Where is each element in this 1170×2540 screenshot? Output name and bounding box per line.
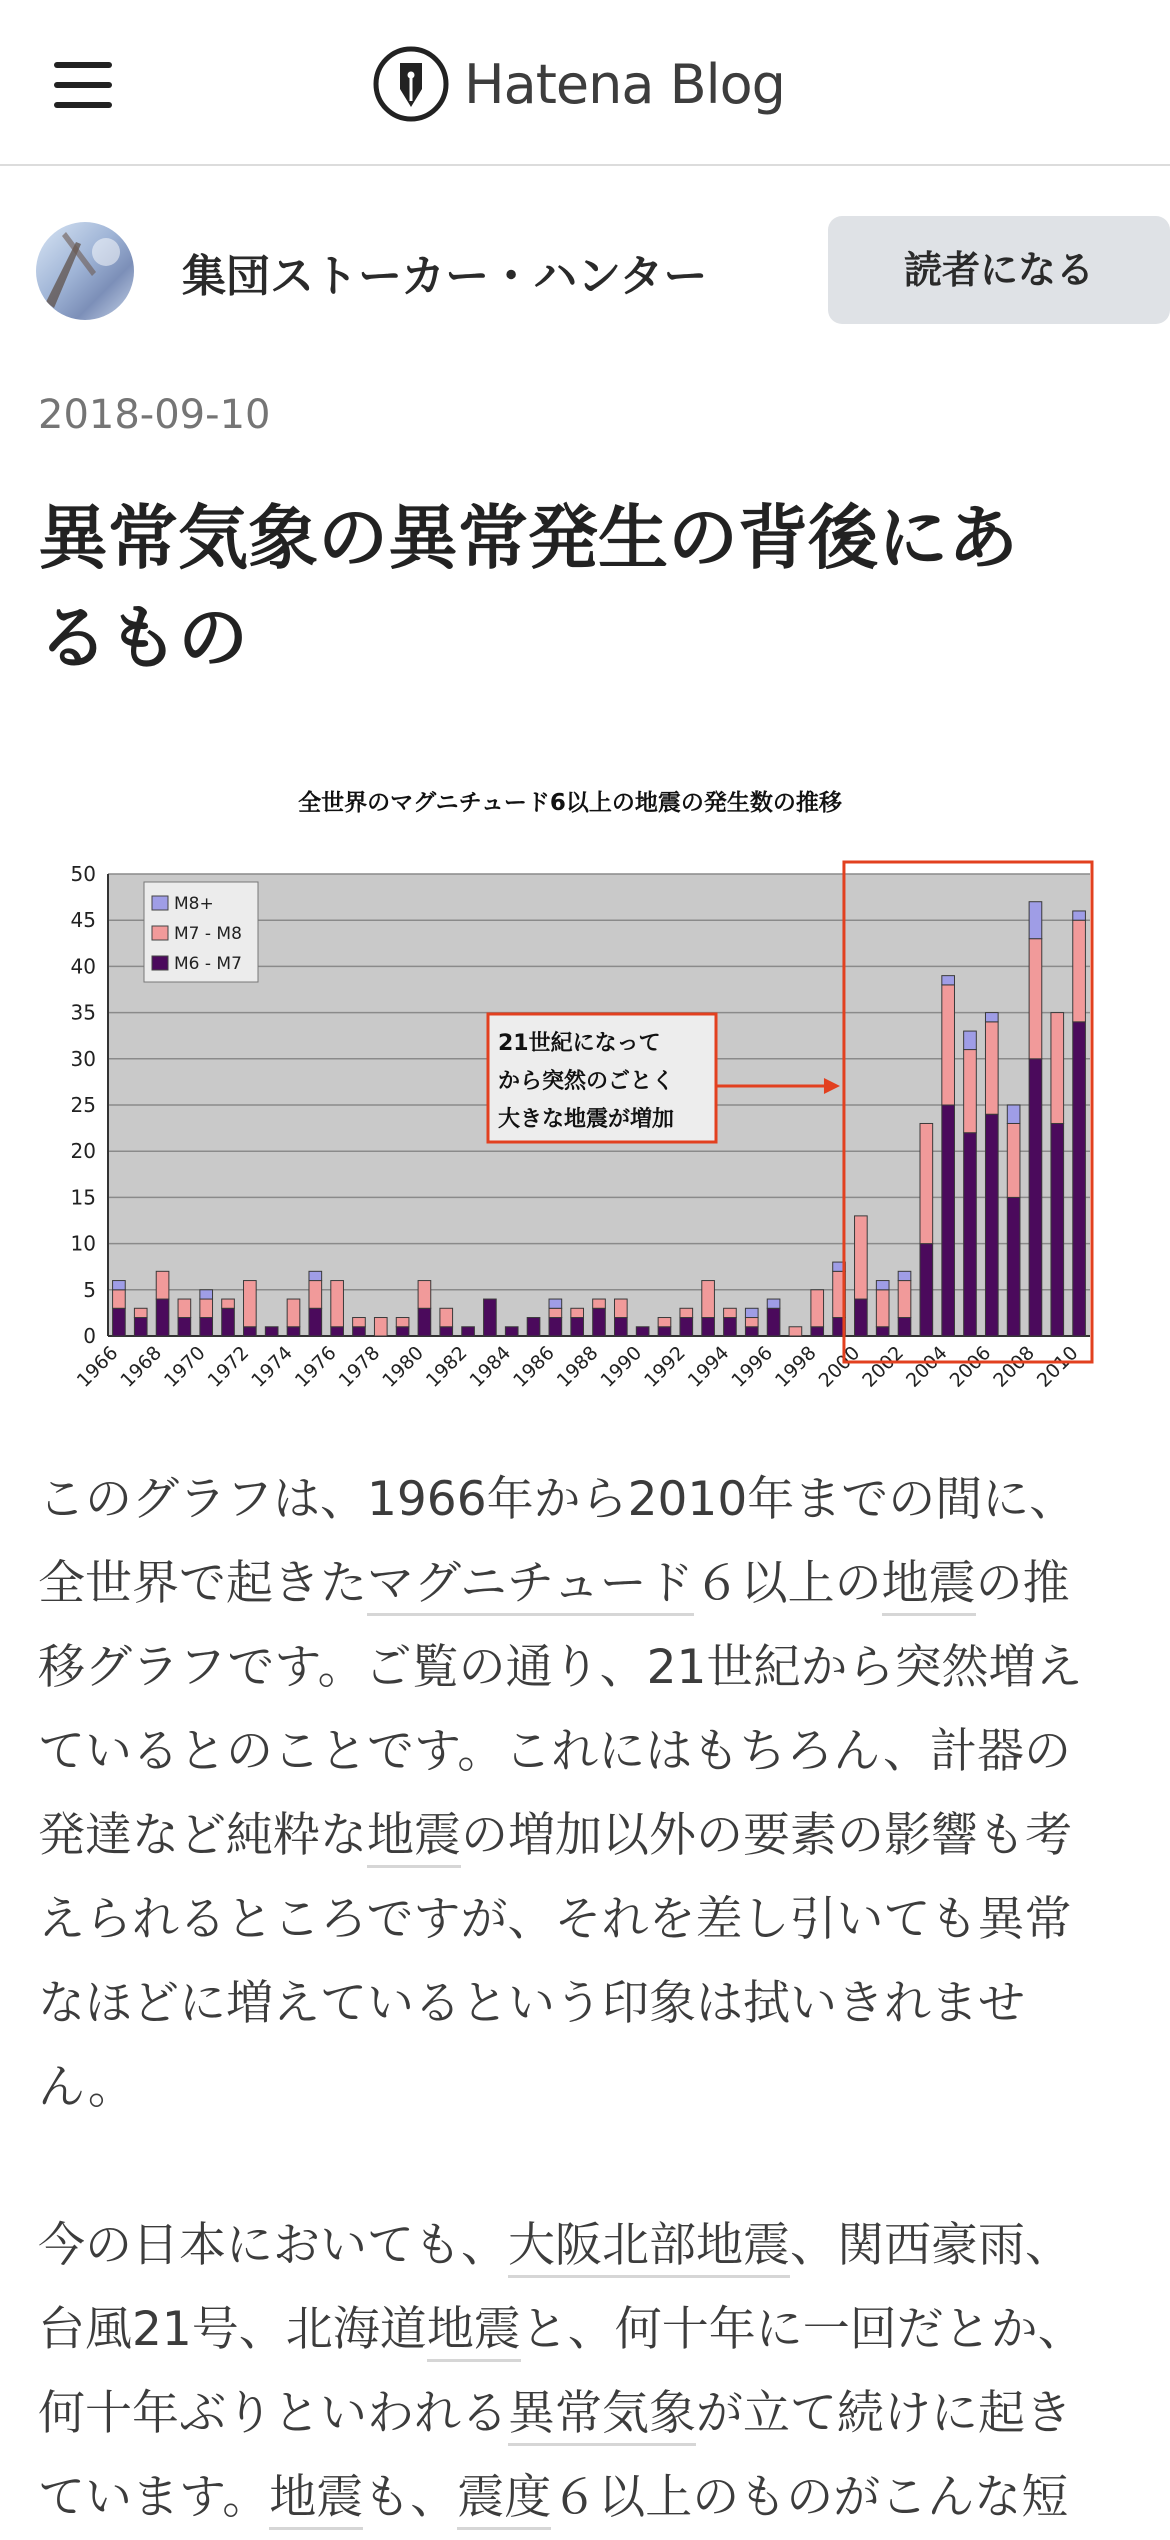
text-segment: ているとのことです。これにはもちろん、計器の [38, 1724, 1072, 1779]
keyword-link[interactable]: 地震 [427, 2302, 521, 2362]
bar-segment [789, 1327, 802, 1336]
bar-segment [724, 1308, 737, 1317]
bar-segment [353, 1327, 366, 1336]
text-segment: も、 [363, 2470, 458, 2525]
x-tick-label: 1966 [72, 1341, 123, 1392]
bar-segment [942, 1105, 955, 1336]
y-tick-label: 50 [70, 862, 96, 886]
annotation-text: から突然のごとく [498, 1069, 675, 1094]
y-tick-label: 45 [70, 908, 96, 933]
bar-segment [636, 1327, 649, 1336]
x-tick-label: 1970 [159, 1341, 210, 1392]
x-tick-label: 2010 [1032, 1341, 1083, 1392]
hamburger-menu-icon[interactable] [54, 62, 114, 108]
avatar[interactable] [36, 222, 134, 320]
text-line [38, 2046, 1138, 2130]
legend-swatch [152, 926, 168, 940]
bar-segment [418, 1281, 431, 1309]
bar-segment [658, 1327, 671, 1336]
bar-segment [549, 1308, 562, 1317]
annotation-text: 21世紀になって [498, 1031, 661, 1056]
bar-segment [353, 1318, 366, 1327]
bar-segment [331, 1327, 344, 1336]
bar-segment [658, 1318, 671, 1327]
bar-segment [920, 1244, 933, 1336]
bar-segment [680, 1308, 693, 1317]
text-segment: 全世界で起きた [38, 1556, 367, 1611]
bar-segment [985, 1013, 998, 1022]
text-segment: 台風21号、北海道 [38, 2302, 427, 2357]
text-line [38, 1962, 1138, 2046]
text-line [38, 1626, 1138, 1710]
text-segment: 、関西豪雨、 [790, 2218, 1072, 2273]
bar-segment [942, 985, 955, 1105]
bar-segment [178, 1299, 191, 1317]
bar-segment [1007, 1105, 1020, 1123]
bar-segment [113, 1290, 126, 1308]
x-tick-label: 1986 [509, 1341, 559, 1392]
bar-segment [549, 1318, 562, 1336]
bar-segment [396, 1318, 409, 1327]
bar-segment [265, 1327, 278, 1336]
bar-segment [1029, 1059, 1042, 1336]
paragraph [38, 2204, 1138, 2540]
bar-segment [985, 1022, 998, 1114]
text-line [38, 1710, 1138, 1794]
bar-segment [244, 1281, 257, 1327]
bar-segment [462, 1327, 475, 1336]
legend-label: M6 - M7 [174, 954, 242, 974]
text-segment: 今の日本においても、 [38, 2218, 508, 2273]
bar-segment [702, 1281, 715, 1318]
x-tick-label: 1976 [290, 1341, 341, 1392]
text-segment: の推 [975, 1556, 1070, 1611]
y-tick-label: 40 [70, 954, 96, 979]
bar-segment [855, 1216, 868, 1299]
y-tick-label: 0 [83, 1324, 96, 1348]
bar-segment [593, 1299, 606, 1308]
bar-segment [593, 1308, 606, 1336]
keyword-link[interactable]: 大阪北部地震 [508, 2218, 790, 2278]
bar-segment [571, 1318, 584, 1336]
bar-segment [571, 1308, 584, 1317]
legend-label: M8+ [174, 894, 214, 914]
bar-segment [876, 1281, 889, 1290]
keyword-link[interactable]: 震度 [457, 2470, 551, 2530]
x-tick-label: 1994 [683, 1341, 734, 1392]
legend-label: M7 - M8 [174, 924, 242, 944]
bar-segment [178, 1318, 191, 1336]
bar-segment [702, 1318, 715, 1336]
x-tick-label: 1984 [465, 1341, 516, 1392]
x-tick-label: 2008 [989, 1341, 1039, 1392]
bar-segment [418, 1308, 431, 1336]
bar-segment [898, 1271, 911, 1280]
x-tick-label: 1982 [421, 1341, 472, 1392]
bar-segment [898, 1318, 911, 1336]
bar-segment [964, 1050, 977, 1133]
bar-segment [287, 1327, 300, 1336]
bar-segment [527, 1318, 540, 1336]
x-tick-label: 1990 [596, 1341, 647, 1392]
post-date[interactable]: 2018-09-10 [38, 392, 271, 438]
text-segment: えられるところですが、それを差し引いても異常 [38, 1892, 1072, 1947]
x-tick-label: 2000 [814, 1341, 865, 1392]
keyword-link[interactable]: 異常気象 [508, 2386, 696, 2446]
bar-segment [222, 1299, 235, 1308]
x-tick-label: 2004 [901, 1341, 952, 1392]
bar-segment [309, 1281, 322, 1309]
bar-segment [440, 1327, 453, 1336]
bar-segment [156, 1299, 169, 1336]
annotation-text: 大きな地震が増加 [498, 1107, 675, 1132]
y-tick-label: 35 [70, 1000, 96, 1025]
bar-segment [222, 1308, 235, 1336]
bar-segment [767, 1299, 780, 1308]
bar-segment [134, 1318, 147, 1336]
text-line [38, 1458, 1138, 1542]
bar-segment [745, 1327, 758, 1336]
text-segment: ています。 [38, 2470, 270, 2525]
bar-segment [309, 1271, 322, 1280]
bar-segment [876, 1327, 889, 1336]
y-tick-label: 25 [70, 1093, 96, 1117]
bar-segment [745, 1308, 758, 1317]
bar-segment [440, 1308, 453, 1326]
bar-segment [614, 1299, 627, 1317]
text-line [38, 1878, 1138, 1962]
page-title [38, 488, 1138, 688]
text-line [38, 2204, 1138, 2288]
avatar-image [36, 222, 134, 320]
title-line: るもの [38, 597, 248, 679]
bar-segment [811, 1290, 824, 1327]
text-segment: が立て続けに起き [696, 2386, 1072, 2441]
text-segment: ６以上のものがこんな短 [551, 2470, 1069, 2525]
bar-segment [920, 1123, 933, 1243]
title-line: 異常気象の異常発生の背後にあ [38, 497, 1018, 579]
text-segment: と、何十年に一回だとか、 [520, 2302, 1085, 2357]
bar-segment [964, 1133, 977, 1336]
y-tick-label: 30 [70, 1046, 96, 1071]
text-segment: なほどに増えているという印象は拭いきれませ [38, 1976, 1025, 2031]
x-tick-label: 1996 [727, 1341, 778, 1392]
x-tick-label: 2006 [945, 1341, 996, 1392]
bar-segment [374, 1318, 387, 1336]
bar-segment [964, 1031, 977, 1049]
legend-swatch [152, 896, 168, 910]
bar-segment [287, 1299, 300, 1327]
bar-segment [484, 1299, 497, 1336]
bar-segment [745, 1318, 758, 1327]
bar-segment [549, 1299, 562, 1308]
text-segment: ６以上の [693, 1556, 882, 1611]
text-line [38, 2288, 1138, 2372]
bar-segment [200, 1299, 213, 1317]
text-segment: 移グラフです。ご覧の通り、21世紀から突然増え [38, 1640, 1083, 1695]
app-header [0, 0, 1170, 166]
bar-segment [1073, 911, 1086, 920]
bar-segment [244, 1327, 257, 1336]
bar-segment [1029, 902, 1042, 939]
keyword-link[interactable]: マグニチュード [367, 1556, 694, 1616]
blog-name[interactable]: 集団ストーカー・ハンター [182, 251, 708, 302]
text-line [38, 1542, 1138, 1626]
x-tick-label: 1978 [334, 1341, 385, 1392]
x-tick-label: 1968 [116, 1341, 167, 1392]
bar-segment [811, 1327, 824, 1336]
bar-segment [200, 1290, 213, 1299]
bar-segment [942, 976, 955, 985]
bar-segment [1051, 1013, 1064, 1124]
text-segment: このグラフは、1966年から2010年までの間に、 [38, 1472, 1077, 1527]
keyword-link[interactable]: 地震 [882, 1556, 976, 1616]
x-tick-label: 2002 [858, 1341, 909, 1392]
bar-segment [767, 1308, 780, 1336]
x-tick-label: 1980 [378, 1341, 428, 1392]
logo-text: Hatena Blog [464, 52, 785, 116]
chart-title: 全世界のマグニチュード6以上の地震の発生数の推移 [298, 790, 842, 816]
subscribe-button[interactable]: 読者になる [828, 216, 1170, 324]
x-tick-label: 1972 [203, 1341, 254, 1392]
bar-segment [1029, 939, 1042, 1059]
text-segment: ん。 [38, 2060, 135, 2115]
chart-svg [40, 770, 1100, 1410]
bar-segment [1007, 1197, 1020, 1336]
bar-segment [396, 1327, 409, 1336]
bar-segment [1007, 1123, 1020, 1197]
keyword-link[interactable]: 地震 [269, 2470, 363, 2530]
text-line [38, 1794, 1138, 1878]
bar-segment [855, 1299, 868, 1336]
text-line [38, 2372, 1138, 2456]
text-segment: 発達など純粋な [38, 1808, 367, 1863]
text-segment: 何十年ぶりといわれる [38, 2386, 508, 2441]
text-line [38, 2456, 1138, 2540]
bar-segment [113, 1281, 126, 1290]
bar-segment [876, 1290, 889, 1327]
author-row [36, 214, 1136, 324]
x-tick-label: 1974 [247, 1341, 298, 1392]
text-segment: の増加以外の要素の影響も考 [461, 1808, 1072, 1863]
bar-segment [898, 1281, 911, 1318]
earthquake-chart [40, 770, 1100, 1410]
bar-segment [985, 1114, 998, 1336]
bar-segment [1073, 1022, 1086, 1336]
bar-segment [156, 1271, 169, 1299]
bar-segment [113, 1308, 126, 1336]
bar-segment [680, 1318, 693, 1336]
hatena-blog-logo[interactable] [372, 44, 785, 124]
bar-segment [1051, 1123, 1064, 1336]
bar-segment [1073, 920, 1086, 1022]
x-tick-label: 1988 [552, 1341, 603, 1392]
y-tick-label: 20 [70, 1139, 96, 1164]
paragraph [38, 1458, 1138, 2130]
legend-swatch [152, 956, 168, 970]
hatena-pen-nib-icon [372, 45, 450, 123]
bar-segment [724, 1318, 737, 1336]
y-tick-label: 10 [70, 1231, 96, 1256]
y-tick-label: 15 [70, 1185, 96, 1210]
bar-segment [309, 1308, 322, 1336]
bar-segment [505, 1327, 518, 1336]
bar-segment [134, 1308, 147, 1317]
bar-segment [200, 1318, 213, 1336]
bar-segment [614, 1318, 627, 1336]
y-tick-label: 5 [83, 1277, 96, 1302]
keyword-link[interactable]: 地震 [367, 1808, 461, 1868]
x-tick-label: 1992 [640, 1341, 690, 1392]
bar-segment [331, 1281, 344, 1327]
x-tick-label: 1998 [771, 1341, 821, 1392]
